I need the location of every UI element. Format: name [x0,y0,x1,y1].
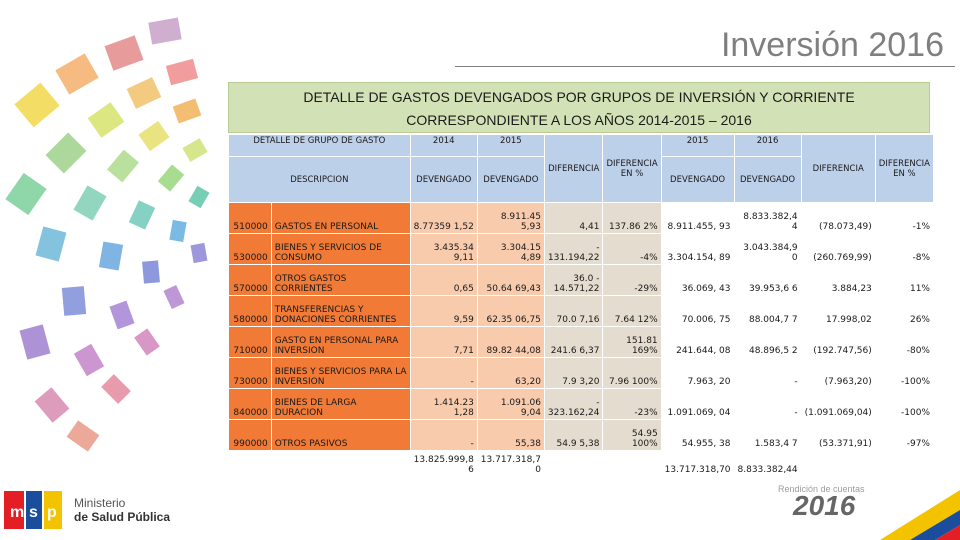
row-2015b: 54.955, 38 [661,420,734,451]
table-row [229,420,934,451]
row-diferencia-2: 17.998,02 [801,296,875,327]
row-dif-pct-2: -1% [875,203,933,234]
row-dif-pct: 54.95 100% [603,420,661,451]
row-dif-pct: 151.81 169% [603,327,661,358]
row-2015b: 8.911.455, 93 [661,203,734,234]
rendicion-label: Rendición de cuentas [778,484,865,494]
row-diferencia: 54.9 5,38 [544,420,603,451]
row-2014: - [410,420,477,451]
row-2015b: 36.069, 43 [661,265,734,296]
header-2015b: 2015 [661,135,734,157]
row-2015: 1.091.06 9,04 [477,389,544,420]
row-2014: 7,71 [410,327,477,358]
row-dif-pct-2: 11% [875,265,933,296]
table-banner [228,82,930,133]
row-2016: 88.004,7 7 [734,296,801,327]
header-group-title: DETALLE DE GRUPO DE GASTO [229,135,411,157]
row-code: 530000 [229,234,272,265]
row-code: 570000 [229,265,272,296]
row-2015: 89.82 44,08 [477,327,544,358]
row-code: 510000 [229,203,272,234]
row-diferencia: 241.6 6,37 [544,327,603,358]
table-row [229,296,934,327]
header-dif-pct-2: DIFERENCIA EN % [875,135,933,203]
row-2015b: 3.304.154, 89 [661,234,734,265]
row-description: TRANSFERENCIAS Y DONACIONES CORRIENTES [271,296,410,327]
row-2016: 3.043.384,9 0 [734,234,801,265]
flag-stripes-icon [840,470,960,540]
row-dif-pct-2: -100% [875,389,933,420]
row-diferencia: 7.9 3,20 [544,358,603,389]
row-dif-pct: -23% [603,389,661,420]
row-dif-pct: 137.86 2% [603,203,661,234]
row-diferencia-2: (53.371,91) [801,420,875,451]
row-diferencia-2: 3.884,23 [801,265,875,296]
svg-text:s: s [29,504,38,521]
svg-text:p: p [47,504,57,521]
row-2016: 1.583,4 7 [734,420,801,451]
row-dif-pct-2: -97% [875,420,933,451]
row-2015: 55,38 [477,420,544,451]
row-diferencia-2: (7.963,20) [801,358,875,389]
svg-text:m: m [10,504,25,521]
header-diferencia-2: DIFERENCIA [801,135,875,203]
totals-row [229,451,934,477]
row-2014: 8.77359 1,52 [410,203,477,234]
msp-logo-icon [4,487,64,533]
row-dif-pct: 7.64 12% [603,296,661,327]
page-title: Inversión 2016 [720,26,944,64]
row-2015b: 241.644, 08 [661,327,734,358]
row-diferencia: 70.0 7,16 [544,296,603,327]
row-2014: 0,65 [410,265,477,296]
totals-label-cell [229,451,411,477]
row-description: GASTO EN PERSONAL PARA INVERSION [271,327,410,358]
row-description: BIENES DE LARGA DURACION [271,389,410,420]
header-diferencia: DIFERENCIA [544,135,603,203]
row-diferencia-2: (192.747,56) [801,327,875,358]
row-diferencia-2: (260.769,99) [801,234,875,265]
row-diferencia: - 323.162,24 [544,389,603,420]
title-underline [455,66,955,67]
ministry-line-2: de Salud Pública [74,510,171,524]
row-2014: 3.435.34 9,11 [410,234,477,265]
row-2014: 1.414.23 1,28 [410,389,477,420]
row-diferencia-2: (1.091.069,04) [801,389,875,420]
row-code: 710000 [229,327,272,358]
row-dif-pct: -29% [603,265,661,296]
total-pct-empty [603,451,661,477]
table-row [229,327,934,358]
table-header-row-1 [229,135,934,157]
row-2016: - [734,389,801,420]
row-description: BIENES Y SERVICIOS PARA LA INVERSION [271,358,410,389]
year-logo: 2016 [793,490,856,521]
row-description: OTROS GASTOS CORRIENTES [271,265,410,296]
row-dif-pct-2: -8% [875,234,933,265]
row-2015b: 70.006, 75 [661,296,734,327]
table-row [229,265,934,296]
row-diferencia: 36.0 - 14.571,22 [544,265,603,296]
row-code: 580000 [229,296,272,327]
row-2015: 62.35 06,75 [477,296,544,327]
total-2015: 13.717.318,7 0 [477,451,544,477]
header-dev-2014: DEVENGADO [410,157,477,203]
row-code: 840000 [229,389,272,420]
row-code: 990000 [229,420,272,451]
row-2015: 8.911.45 5,93 [477,203,544,234]
header-2014: 2014 [410,135,477,157]
ministry-name [74,496,170,524]
table-row [229,389,934,420]
row-diferencia: 4,41 [544,203,603,234]
row-dif-pct-2: 26% [875,296,933,327]
row-2016: 8.833.382,4 4 [734,203,801,234]
row-2015: 50.64 69,43 [477,265,544,296]
decorative-sunburst [0,0,235,470]
row-2016: - [734,358,801,389]
row-description: GASTOS EN PERSONAL [271,203,410,234]
row-2015b: 7.963, 20 [661,358,734,389]
row-2016: 39.953,6 6 [734,265,801,296]
row-dif-pct: -4% [603,234,661,265]
header-description: DESCRIPCION [229,157,411,203]
table-row [229,358,934,389]
row-2014: 9,59 [410,296,477,327]
table-row [229,203,934,234]
header-dif-pct: DIFERENCIA EN % [603,135,661,203]
header-dev-2016: DEVENGADO [734,157,801,203]
total-2015b: 13.717.318,70 [661,451,734,477]
ministry-line-1: Ministerio [74,496,126,510]
row-2015: 63,20 [477,358,544,389]
row-2015b: 1.091.069, 04 [661,389,734,420]
header-dev-2015b: DEVENGADO [661,157,734,203]
row-2014: - [410,358,477,389]
header-2015: 2015 [477,135,544,157]
total-2016: 8.833.382,44 [734,451,801,477]
header-2016: 2016 [734,135,801,157]
header-dev-2015: DEVENGADO [477,157,544,203]
table-row [229,234,934,265]
banner-line-1: DETALLE DE GASTOS DEVENGADOS POR GRUPOS DE INVERSIÓN Y CORRIENTE [303,89,855,105]
banner-line-2: CORRESPONDIENTE A LOS AÑOS 2014-2015 – 2016 [406,112,752,128]
row-diferencia-2: (78.073,49) [801,203,875,234]
row-2016: 48.896,5 2 [734,327,801,358]
row-dif-pct: 7.96 100% [603,358,661,389]
row-dif-pct-2: -100% [875,358,933,389]
total-2014: 13.825.999,8 6 [410,451,477,477]
total-dif-empty [544,451,603,477]
row-description: OTROS PASIVOS [271,420,410,451]
row-dif-pct-2: -80% [875,327,933,358]
row-description: BIENES Y SERVICIOS DE CONSUMO [271,234,410,265]
row-2015: 3.304.15 4,89 [477,234,544,265]
expenses-table [228,134,934,477]
row-diferencia: - 131.194,22 [544,234,603,265]
row-code: 730000 [229,358,272,389]
